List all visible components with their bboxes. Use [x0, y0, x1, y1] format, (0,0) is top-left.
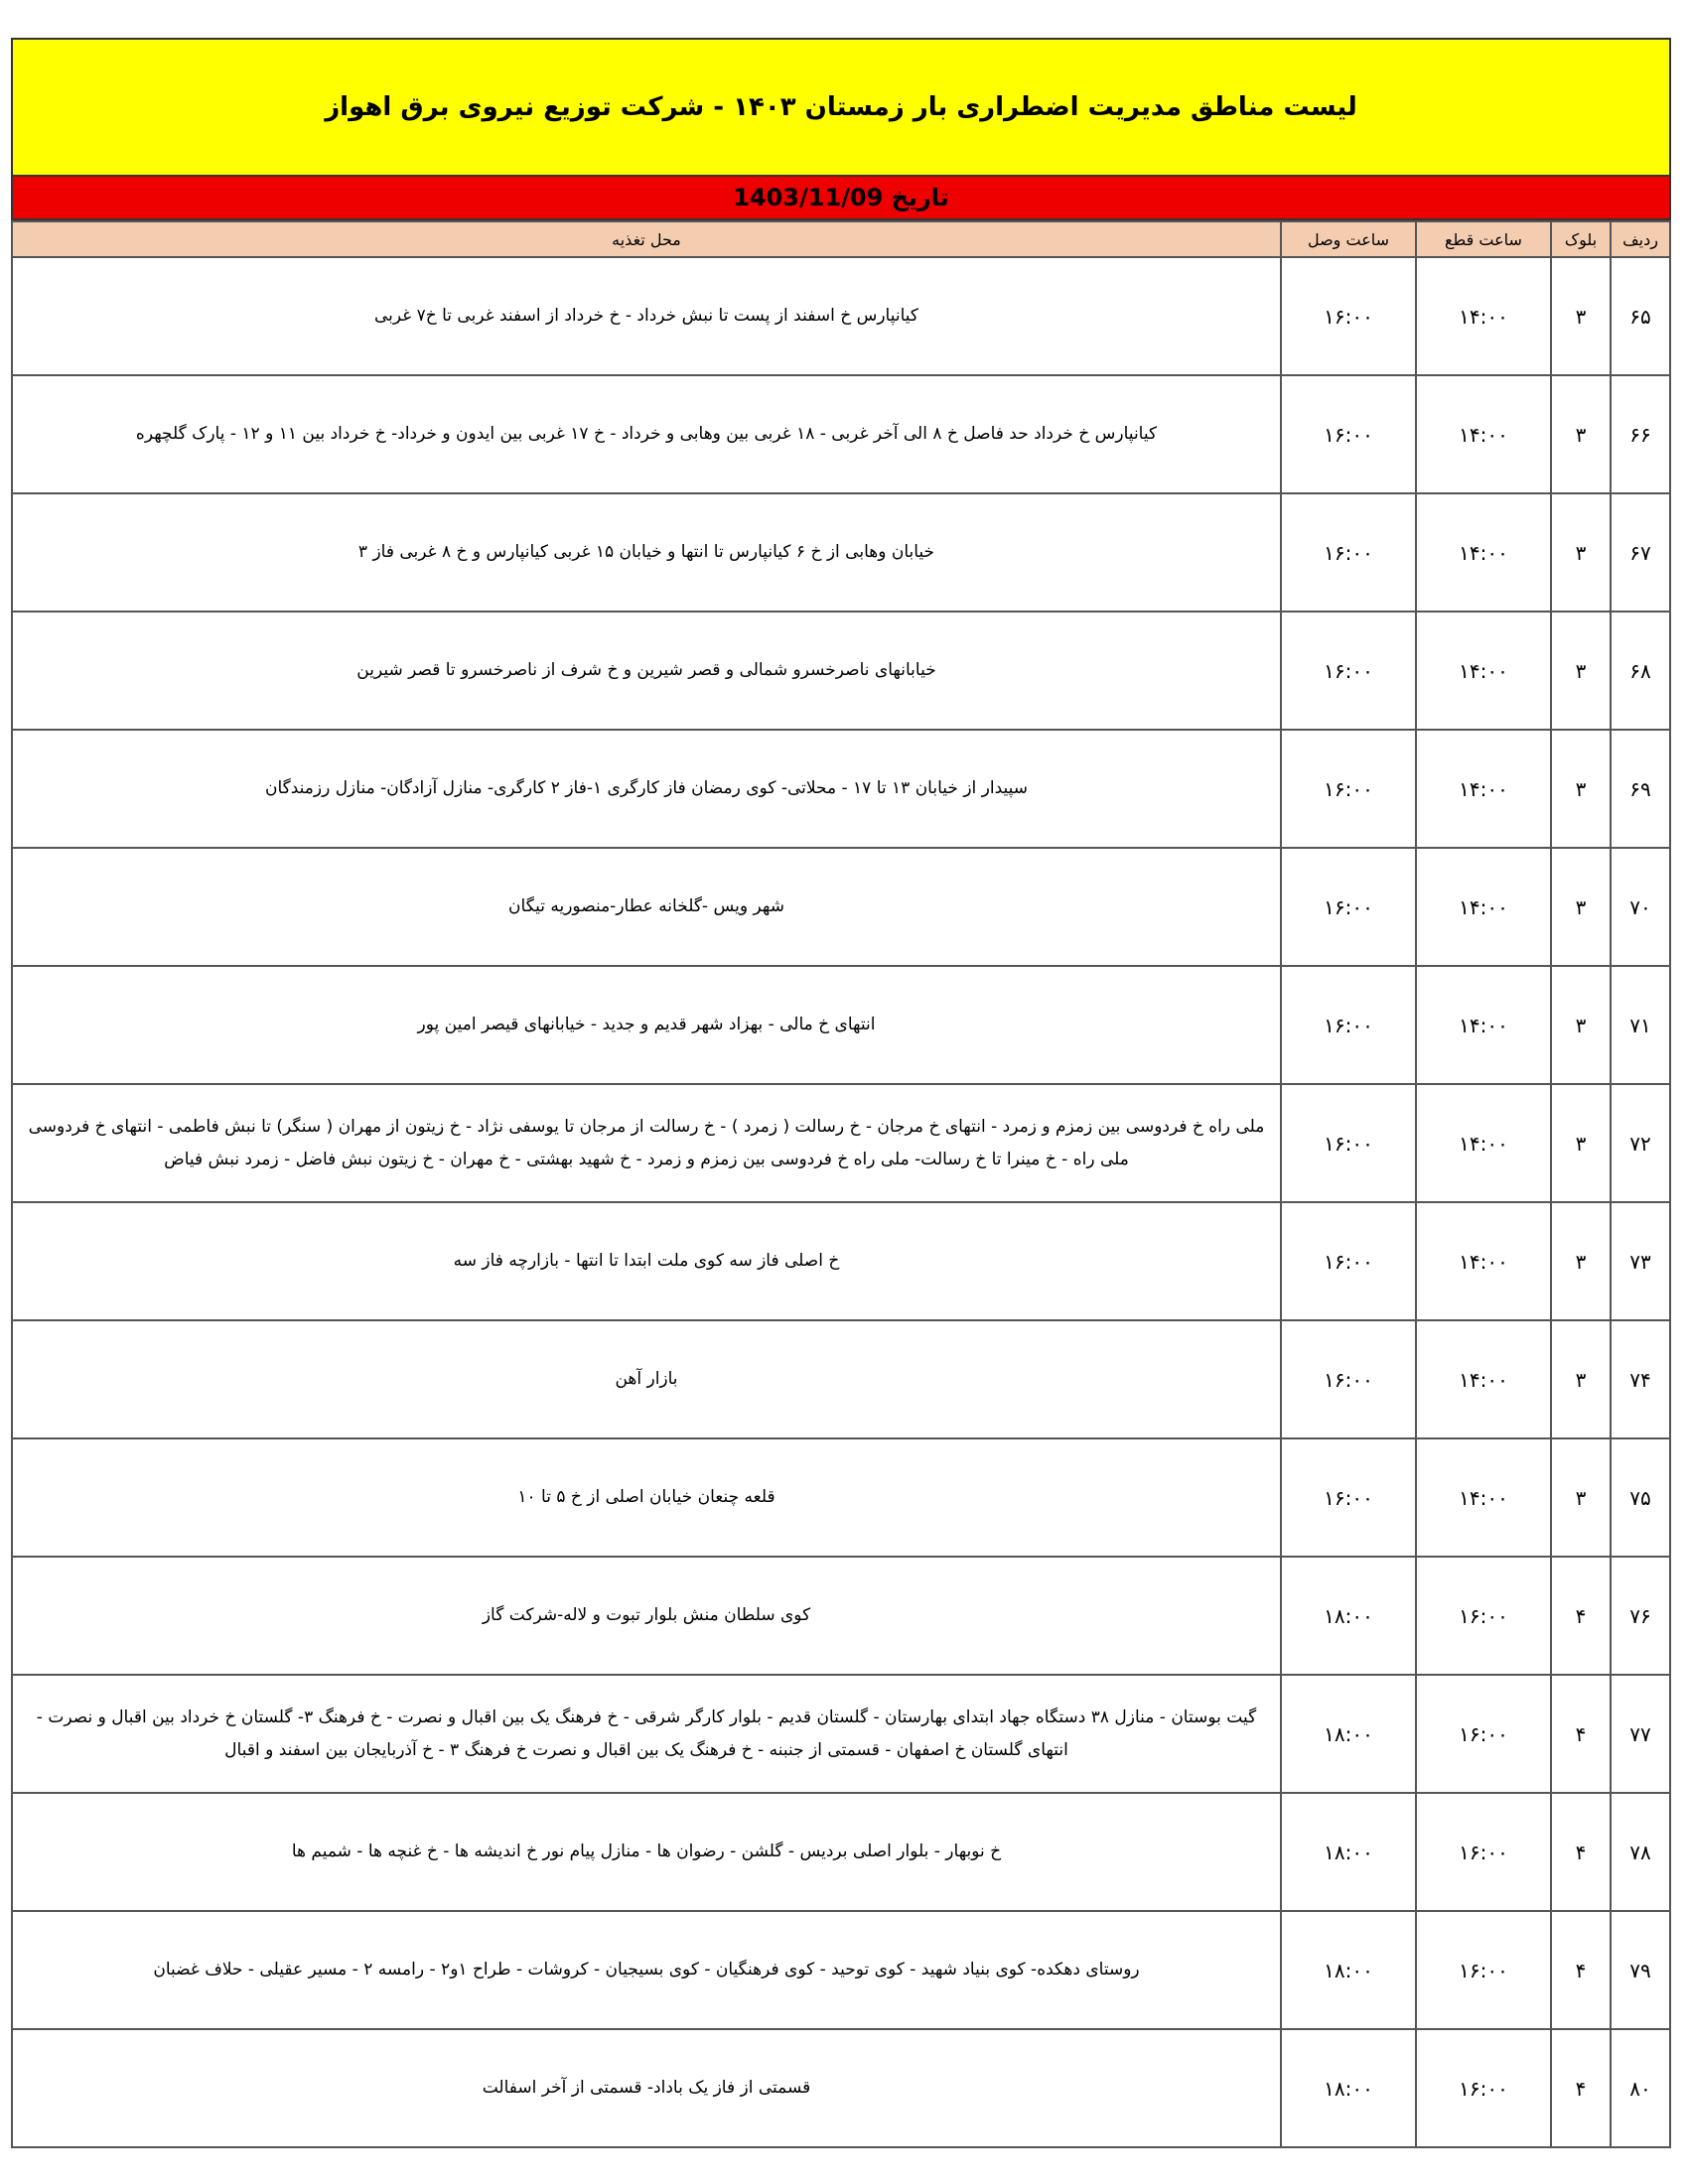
connect-time-cell: ۱۶:۰۰	[1281, 730, 1416, 848]
column-header-location: محل تغذیه	[12, 221, 1281, 257]
location-cell: خ نوبهار - بلوار اصلی بردیس - گلشن - رضوان ها - منازل پیام نور خ اندیشه ها - خ غنچه ها - شمیم ها	[12, 1793, 1281, 1911]
row-number: ۶۷	[1611, 493, 1670, 612]
row-number: ۷۸	[1611, 1793, 1670, 1911]
block-cell: ۴	[1551, 1557, 1611, 1675]
location-cell: کیانپارس خ خرداد حد فاصل خ ۸ الی آخر غربی - ۱۸ غربی بین وهابی و خرداد - خ ۱۷ غربی بین ایدون و خرداد- خ خرداد بین ۱۱ و ۱۲ - پارک گلچهره	[12, 375, 1281, 493]
connect-time-cell: ۱۶:۰۰	[1281, 375, 1416, 493]
block-cell: ۳	[1551, 730, 1611, 848]
connect-time-cell: ۱۶:۰۰	[1281, 1202, 1416, 1320]
location-cell: انتهای خ مالی - بهزاد شهر قدیم و جدید - خیابانهای قیصر امین پور	[12, 966, 1281, 1084]
location-cell: ملی راه خ فردوسی بین زمزم و زمرد - انتهای خ مرجان - خ رسالت ( زمرد ) - خ رسالت از مرجان تا یوسفی نژاد - خ زیتون از مهران ( سنگر) تا نبش فاطمی - انتهای خ فردوسی ملی راه - خ مینرا تا خ رسالت- ملی راه خ فردوسی بین زمزم و زمرد - خ شهید بهشتی - خ مهران - خ زیتون نبش فاضل - زمرد نبش فیاض	[12, 1084, 1281, 1202]
location-cell: کوی سلطان منش بلوار تبوت و لاله-شرکت گاز	[12, 1557, 1281, 1675]
table-row	[12, 612, 1670, 730]
table-row	[12, 1320, 1670, 1438]
schedule-sheet	[11, 38, 1671, 2148]
location-cell: قلعه چنعان خیابان اصلی از خ ۵ تا ۱۰	[12, 1438, 1281, 1557]
row-number: ۷۳	[1611, 1202, 1670, 1320]
cut-time-cell: ۱۶:۰۰	[1416, 1793, 1551, 1911]
block-cell: ۴	[1551, 1793, 1611, 1911]
table-row	[12, 1675, 1670, 1793]
table-row	[12, 257, 1670, 375]
connect-time-cell: ۱۶:۰۰	[1281, 1438, 1416, 1557]
table-row	[12, 848, 1670, 966]
block-cell: ۴	[1551, 2029, 1611, 2147]
row-number: ۷۰	[1611, 848, 1670, 966]
table-row	[12, 1202, 1670, 1320]
location-cell: گیت بوستان - منازل ۳۸ دستگاه جهاد ابتدای بهارستان - گلستان قدیم - بلوار کارگر شرقی - خ فرهنگ یک بین اقبال و نصرت - خ فرهنگ ۳- گلستان خ خرداد بین اقبال و نصرت - انتهای گلستان خ اصفهان - قسمتی از جنبنه - خ فرهنگ یک بین اقبال و نصرت خ فرهنگ ۳ - خ آذربایجان بین اسفند و اقبال	[12, 1675, 1281, 1793]
row-number: ۷۴	[1611, 1320, 1670, 1438]
table-row	[12, 730, 1670, 848]
row-number: ۷۲	[1611, 1084, 1670, 1202]
block-cell: ۳	[1551, 848, 1611, 966]
cut-time-cell: ۱۴:۰۰	[1416, 1084, 1551, 1202]
row-number: ۸۰	[1611, 2029, 1670, 2147]
cut-time-cell: ۱۴:۰۰	[1416, 375, 1551, 493]
row-number: ۷۹	[1611, 1911, 1670, 2029]
table-row	[12, 493, 1670, 612]
block-cell: ۴	[1551, 1911, 1611, 2029]
row-number: ۶۵	[1611, 257, 1670, 375]
cut-time-cell: ۱۶:۰۰	[1416, 2029, 1551, 2147]
row-number: ۶۸	[1611, 612, 1670, 730]
connect-time-cell: ۱۶:۰۰	[1281, 257, 1416, 375]
table-row	[12, 1084, 1670, 1202]
date-banner: تاریخ 1403/11/09	[11, 177, 1671, 220]
row-number: ۷۱	[1611, 966, 1670, 1084]
row-number: ۷۵	[1611, 1438, 1670, 1557]
connect-time-cell: ۱۶:۰۰	[1281, 848, 1416, 966]
connect-time-cell: ۱۸:۰۰	[1281, 1675, 1416, 1793]
cut-time-cell: ۱۴:۰۰	[1416, 1320, 1551, 1438]
block-cell: ۳	[1551, 1202, 1611, 1320]
table-body	[12, 257, 1670, 2147]
table-row	[12, 2029, 1670, 2147]
table-row	[12, 1793, 1670, 1911]
cut-time-cell: ۱۴:۰۰	[1416, 966, 1551, 1084]
block-cell: ۳	[1551, 612, 1611, 730]
page-title: لیست مناطق مدیریت اضطراری بار زمستان ۱۴۰۳ - شرکت توزیع نیروی برق اهواز	[11, 38, 1671, 177]
location-cell: قسمتی از فاز یک باداد- قسمتی از آخر اسفالت	[12, 2029, 1281, 2147]
block-cell: ۳	[1551, 1320, 1611, 1438]
cut-time-cell: ۱۴:۰۰	[1416, 730, 1551, 848]
row-number: ۶۹	[1611, 730, 1670, 848]
location-cell: خیابانهای ناصرخسرو شمالی و قصر شیرین و خ شرف از ناصرخسرو تا قصر شیرین	[12, 612, 1281, 730]
connect-time-cell: ۱۶:۰۰	[1281, 1084, 1416, 1202]
cut-time-cell: ۱۴:۰۰	[1416, 848, 1551, 966]
block-cell: ۳	[1551, 493, 1611, 612]
block-cell: ۳	[1551, 375, 1611, 493]
block-cell: ۳	[1551, 1438, 1611, 1557]
table-row	[12, 1438, 1670, 1557]
location-cell: شهر ویس -گلخانه عطار-منصوریه تیگان	[12, 848, 1281, 966]
connect-time-cell: ۱۶:۰۰	[1281, 1320, 1416, 1438]
location-cell: سپیدار از خیابان ۱۳ تا ۱۷ - محلاتی- کوی رمضان فاز کارگری ۱-فاز ۲ کارگری- منازل آزادگان- منازل رزمندگان	[12, 730, 1281, 848]
outage-table	[11, 220, 1671, 2148]
cut-time-cell: ۱۴:۰۰	[1416, 1438, 1551, 1557]
block-cell: ۴	[1551, 1675, 1611, 1793]
connect-time-cell: ۱۶:۰۰	[1281, 493, 1416, 612]
table-row	[12, 966, 1670, 1084]
table-row	[12, 1557, 1670, 1675]
location-cell: بازار آهن	[12, 1320, 1281, 1438]
location-cell: کیانپارس خ اسفند از پست تا نبش خرداد - خ خرداد از اسفند غربی تا خ۷ غربی	[12, 257, 1281, 375]
connect-time-cell: ۱۸:۰۰	[1281, 1911, 1416, 2029]
location-cell: روستای دهکده- کوی بنیاد شهید - کوی توحید - کوی فرهنگیان - کوی بسیجیان - کروشات - طراح ۱و۲ - رامسه ۲ - مسیر عقیلی - حلاف غضبان	[12, 1911, 1281, 2029]
connect-time-cell: ۱۸:۰۰	[1281, 1793, 1416, 1911]
cut-time-cell: ۱۴:۰۰	[1416, 493, 1551, 612]
row-number: ۶۶	[1611, 375, 1670, 493]
connect-time-cell: ۱۸:۰۰	[1281, 2029, 1416, 2147]
row-number: ۷۷	[1611, 1675, 1670, 1793]
cut-time-cell: ۱۴:۰۰	[1416, 1202, 1551, 1320]
cut-time-cell: ۱۶:۰۰	[1416, 1675, 1551, 1793]
column-header-row-number: ردیف	[1611, 221, 1670, 257]
column-header-cut-time: ساعت قطع	[1416, 221, 1551, 257]
connect-time-cell: ۱۸:۰۰	[1281, 1557, 1416, 1675]
cut-time-cell: ۱۶:۰۰	[1416, 1911, 1551, 2029]
cut-time-cell: ۱۴:۰۰	[1416, 257, 1551, 375]
table-row	[12, 375, 1670, 493]
block-cell: ۳	[1551, 966, 1611, 1084]
row-number: ۷۶	[1611, 1557, 1670, 1675]
block-cell: ۳	[1551, 257, 1611, 375]
connect-time-cell: ۱۶:۰۰	[1281, 966, 1416, 1084]
column-header-connect-time: ساعت وصل	[1281, 221, 1416, 257]
location-cell: خ اصلی فاز سه کوی ملت ابتدا تا انتها - بازارچه فاز سه	[12, 1202, 1281, 1320]
location-cell: خیابان وهابی از خ ۶ کیانپارس تا انتها و خیابان ۱۵ غربی کیانپارس و خ ۸ غربی فاز ۳	[12, 493, 1281, 612]
block-cell: ۳	[1551, 1084, 1611, 1202]
cut-time-cell: ۱۶:۰۰	[1416, 1557, 1551, 1675]
table-row	[12, 1911, 1670, 2029]
connect-time-cell: ۱۶:۰۰	[1281, 612, 1416, 730]
cut-time-cell: ۱۴:۰۰	[1416, 612, 1551, 730]
column-header-block: بلوک	[1551, 221, 1611, 257]
table-header-row	[12, 221, 1670, 257]
